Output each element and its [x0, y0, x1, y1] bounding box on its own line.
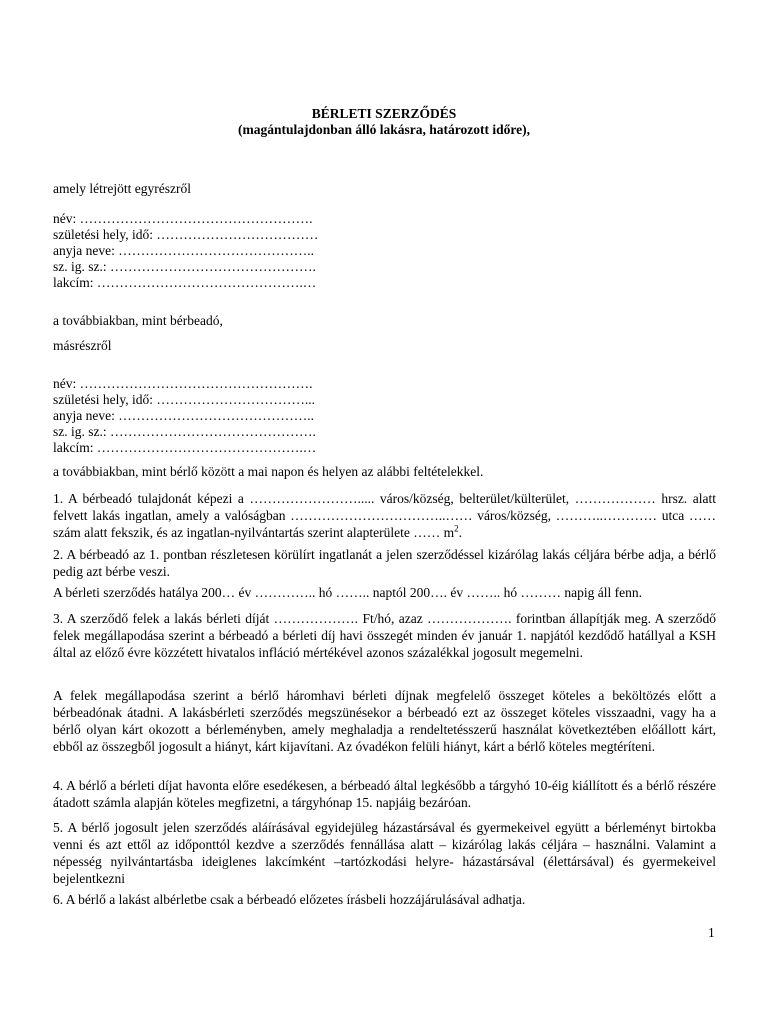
document-subtitle: (magántulajdonban álló lakásra, határozott időre), [237, 122, 531, 137]
tenant-birth-field: születési hely, idő: ……………………………... [53, 392, 315, 407]
tenant-address-field: lakcím: ……………………………………….… [53, 440, 317, 455]
clause-6: 6. A bérlő a lakást albérletbe csak a bérbeadó előzetes írásbeli hozzájárulásával adhatja. [53, 892, 526, 907]
other-party-text: másrészről [53, 338, 112, 353]
clause-1-text: 1. A bérbeadó tulajdonát képezi a ……………………..... város/község, belterület/külterület, ……………… hrsz. alatt felvett lakás ingatlan, amely a valóságban ……………………………..…… város/község, ………..………… utca …… szám alatt fekszik, és az ingatlan-nyilvántartás szerint alapterülete …… m [53, 491, 716, 540]
landlord-birth-field: születési hely, idő: ……………………………… [53, 227, 319, 242]
landlord-mother-field: anyja neve: …………………………………….. [53, 243, 314, 258]
clause-1-end: . [458, 525, 462, 540]
intro-text: amely létrejött egyrészről [53, 181, 191, 196]
landlord-address-field: lakcím: ……………………………………….… [53, 275, 317, 290]
landlord-role-text: a továbbiakban, mint bérbeadó, [53, 313, 223, 328]
tenant-id-field: sz. ig. sz.: ………………………………………. [53, 424, 316, 439]
document-title: BÉRLETI SZERZŐDÉS [311, 106, 457, 121]
tenant-role-text: a továbbiakban, mint bérlő között a mai napon és helyen az alábbi feltételekkel. [53, 464, 484, 479]
tenant-name-field: név: ……………………………………………. [53, 376, 313, 391]
landlord-name-field: név: ……………………………………………. [53, 211, 313, 226]
clause-3: 3. A szerződő felek a lakás bérleti díját ………………. Ft/hó, azaz ………………. forintban állapítják meg. A szerződő felek megállapodása szerint a bérbeadó a bérleti díj havi összegét minden év január 1. napjától kezdődő hatállyal a KSH által az előző évre közzétett hivatalos infláció mértékével azonos százalékkal jogosult megemelni. [53, 611, 716, 660]
landlord-id-field: sz. ig. sz.: ………………………………………. [53, 259, 316, 274]
clause-5: 5. A bérlő jogosult jelen szerződés aláírásával egyidejüleg házastársával és gyermekeivel együtt a bérleményt birtokba venni és azt ettől az időponttól kezdve a szerződés fennállása alatt – kizárólag lakás céljára – használni. Valamint a népesség nyilvántartásba ideiglenes lakcímként –tartózkodási helyre- házastársával (élettársával) és gyermekeivel bejelentkezni [53, 820, 716, 886]
clause-2: 2. A bérbeadó az 1. pontban részletesen körülírt ingatlanát a jelen szerződéssel kizárólag lakás céljára bérbe adja, a bérlő pedig azt bérbe veszi. [53, 547, 716, 579]
clause-4: 4. A bérlő a bérleti díjat havonta előre esedékesen, a bérbeadó által legkésőbb a tárgyhó 10-éig kiállított és a bérlő részére átadott számla alapján köteles megfizetni, a tárgyhónap 15. napjáig bezáróan. [53, 778, 716, 810]
tenant-mother-field: anyja neve: …………………………………….. [53, 408, 314, 423]
clause-1-superscript: 2 [454, 523, 459, 534]
page-number: 1 [708, 925, 715, 940]
term-clause: A bérleti szerződés hatálya 200… év ………….. hó …….. naptól 200…. év …….. hó ……… napig áll fenn. [53, 585, 643, 600]
deposit-clause: A felek megállapodása szerint a bérlő háromhavi bérleti díjnak megfelelő összeget köteles a beköltözés előtt a bérbeadónak átadni. A lakásbérleti szerződés megszünésekor a bérbeadó ezt az összeget köteles visszaadni, vagy ha a bérlő olyan kárt okozott a bérleményben, amely meghaladja a rendeltetésszerű használat következtében előállott kárt, ebből az összegből jogosult a hiányt, kárt kijavítani. Az óvadékon felüli hiányt, kárt a bérlő köteles megtéríteni. [53, 688, 716, 754]
clause-1 [53, 490, 716, 541]
